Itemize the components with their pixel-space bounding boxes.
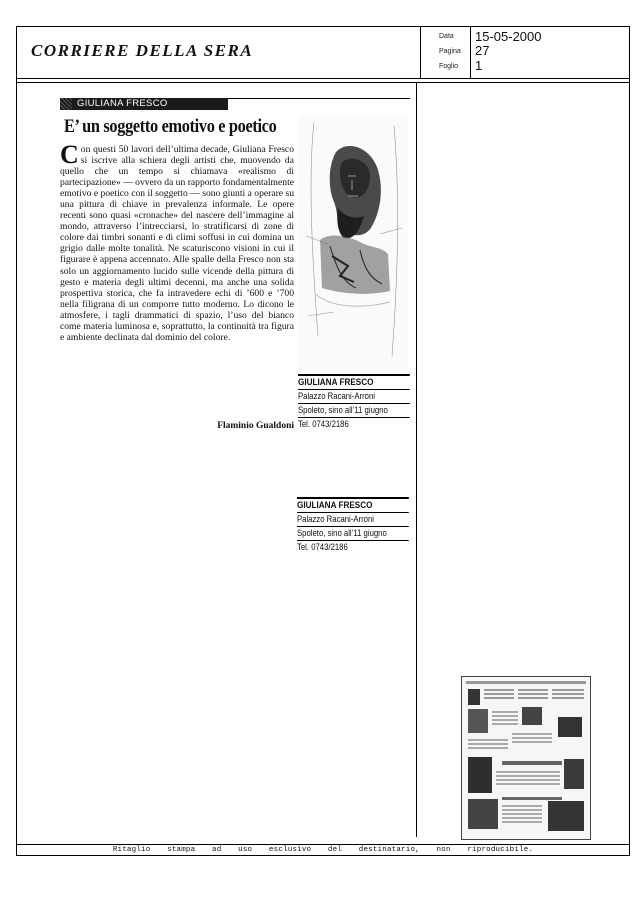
exhibition-info [298, 374, 410, 431]
exhibition-dates: Spoleto, sino all’11 giugno [297, 527, 409, 541]
exhibition-info-repeat [297, 497, 405, 554]
artwork-image [298, 116, 408, 372]
page-value: 27 [475, 43, 490, 58]
header-rule [17, 82, 629, 83]
newspaper-masthead: CORRIERE DELLA SERA [31, 41, 254, 60]
exhibition-dates: Spoleto, sino all’11 giugno [298, 404, 410, 418]
header-divider [470, 27, 471, 78]
rubric-rule [228, 98, 410, 99]
rubric-label: GIULIANA FRESCO [77, 98, 168, 109]
column-divider [416, 82, 417, 837]
author-byline: Flaminio Gualdoni [217, 421, 294, 431]
copyright-notice: Ritaglio stampa ad uso esclusivo del destinatario, non riproducibile. [112, 846, 534, 854]
article-body-text: on questi 50 lavori dell’ultima decade, Giuliana Fresco si iscrive alla schiera degli artisti che, muovendo da quello che un tempo si chiamava «realismo di partecipazione» — ovvero da un rapporto fondamentalmente emotivo e poetico con il soggetto — sono giunti a operare su una pittura di chiave in prevalenza informale. Le opere recenti sono quasi «cronache» del nascere dell’immagine al mondo, attraverso l’intrecciarsi, lo stratificarsi di zone di colore dai timbri sonanti e di climi soffusi in cui domina un grigio dalle molte tonalità. Ne scaturiscono visioni in cui il figurare è appena accennato. Alle spalle della Fresco non sta solo un aggiornamento lucido sulle vicende della pittura di gesto e materia degli ultimi decenni, ma anche una solida prospettiva storica, che fa intravedere echi di ’600 e ’700 nella filigrana di un comporre tutto moderno. Lo dicono le atmosfere, i tagli drammatici di spazio, l’uso del bianco come materia luminosa e, soprattutto, la continuità tra figura e ambiente declinata dal dominio del colore. [60, 144, 294, 343]
header-rule [17, 78, 629, 79]
section-rubric [60, 98, 228, 110]
page-label: Pagina [439, 48, 461, 55]
exhibition-venue: Palazzo Racani-Arroni [297, 513, 409, 527]
exhibition-phone: Tel. 0743/2186 [298, 419, 349, 429]
sheet-value: 1 [475, 58, 483, 73]
exhibition-phone: Tel. 0743/2186 [297, 542, 348, 552]
article-title: E’ un soggetto emotivo e poetico [64, 116, 277, 137]
header-divider [420, 27, 421, 78]
date-label: Data [439, 33, 454, 40]
date-value: 15-05-2000 [475, 29, 542, 44]
exhibition-artist: GIULIANA FRESCO [297, 497, 409, 513]
rubric-pattern [60, 98, 72, 110]
drop-cap: C [60, 140, 79, 169]
page-thumbnail [461, 676, 591, 840]
exhibition-artist: GIULIANA FRESCO [298, 374, 410, 390]
sheet-label: Foglio [439, 63, 459, 70]
article-body [60, 140, 294, 343]
exhibition-venue: Palazzo Racani-Arroni [298, 390, 410, 404]
